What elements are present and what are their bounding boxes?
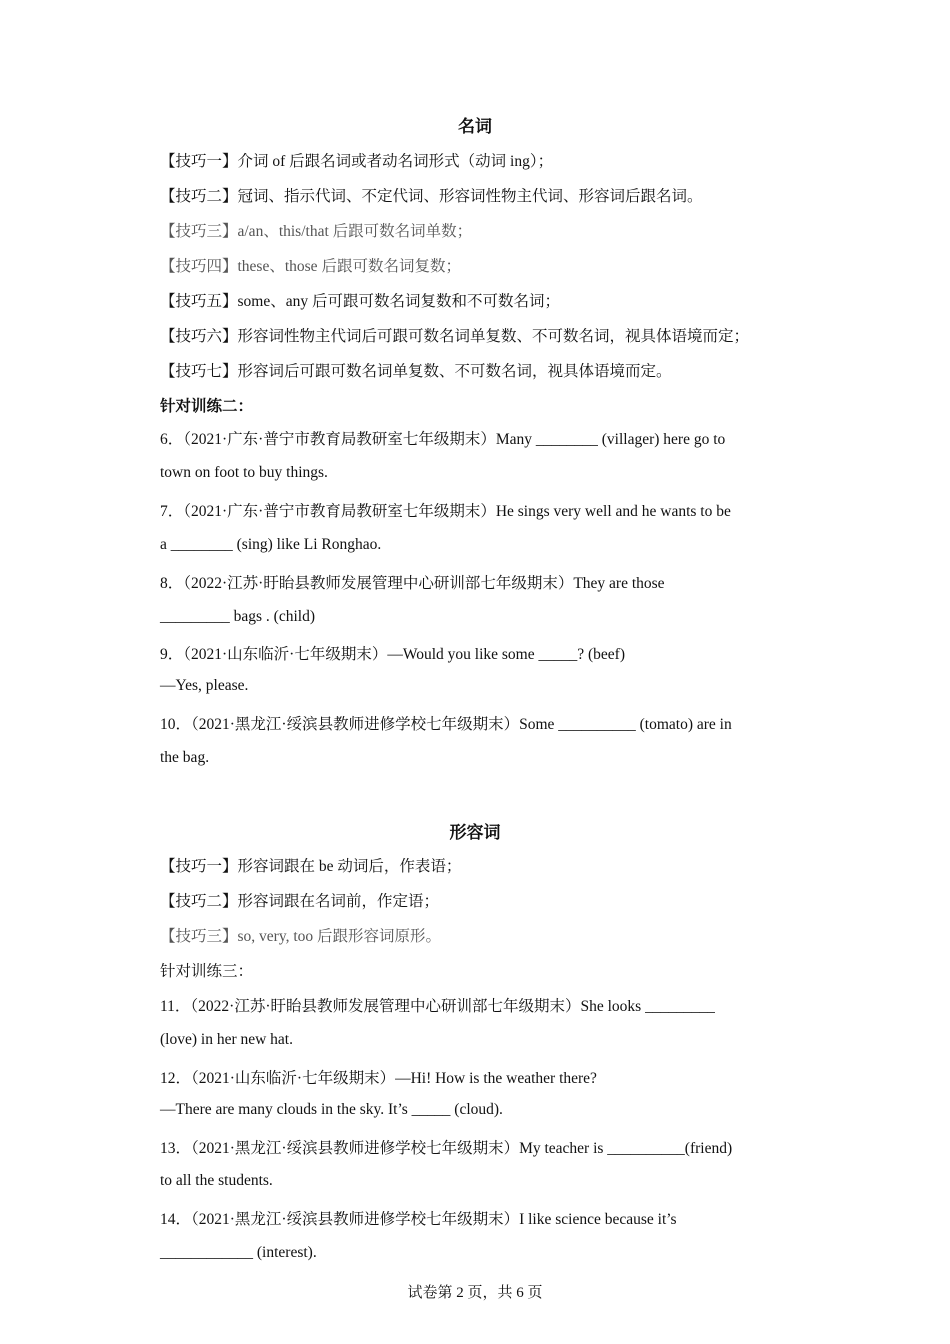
question-11-line2: (love) in her new hat. bbox=[160, 1031, 293, 1048]
question-11-line1: 11．（2022·江苏·盱眙县教师发展管理中心研训部七年级期末）She looks _________ bbox=[160, 998, 715, 1015]
page-footer: 试卷第 2 页，共 6 页 bbox=[407, 1285, 543, 1301]
question-6-line2: town on foot to buy things. bbox=[160, 464, 328, 481]
question-13-line2: to all the students. bbox=[160, 1172, 273, 1189]
question-14-line2: ____________ (interest). bbox=[160, 1244, 317, 1261]
question-9-line1: 9．（2021·山东临沂·七年级期末）—Would you like some _____? (beef) bbox=[160, 646, 625, 663]
noun-exercise-heading: 针对训练二： bbox=[160, 398, 254, 415]
noun-section-title: 名词 bbox=[458, 117, 492, 137]
question-13-line1: 13．（2021·黑龙江·绥滨县教师进修学校七年级期末）My teacher is __________(friend) bbox=[160, 1140, 733, 1157]
adjective-tip-2: 【技巧二】形容词跟在名词前，作定语； bbox=[160, 893, 440, 910]
question-12-line1: 12．（2021·山东临沂·七年级期末）—Hi! How is the weather there? bbox=[160, 1070, 597, 1087]
question-8-line1: 8．（2022·江苏·盱眙县教师发展管理中心研训部七年级期末）They are those bbox=[160, 575, 665, 592]
adjective-tip-3: 【技巧三】so, very, too 后跟形容词原形。 bbox=[160, 928, 441, 945]
question-9-line2: —Yes, please. bbox=[160, 677, 249, 694]
noun-tip-7: 【技巧七】形容词后可跟可数名词单复数、不可数名词，视具体语境而定。 bbox=[160, 363, 672, 380]
noun-tip-3: 【技巧三】a/an、this/that 后跟可数名词单数； bbox=[160, 223, 473, 240]
question-12-line2: —There are many clouds in the sky. It’s _____ (cloud). bbox=[160, 1101, 503, 1118]
noun-tip-2: 【技巧二】冠词、指示代词、不定代词、形容词性物主代词、形容词后跟名词。 bbox=[160, 188, 703, 205]
question-10-line2: the bag. bbox=[160, 749, 210, 766]
noun-tip-1: 【技巧一】介词 of 后跟名词或者动名词形式（动词 ing）； bbox=[160, 153, 554, 170]
noun-tip-6: 【技巧六】形容词性物主代词后可跟可数名词单复数、不可数名词，视具体语境而定； bbox=[160, 328, 750, 345]
noun-tip-4: 【技巧四】these、those 后跟可数名词复数； bbox=[160, 258, 461, 275]
adjective-exercise-heading: 针对训练三： bbox=[160, 963, 254, 980]
question-14-line1: 14．（2021·黑龙江·绥滨县教师进修学校七年级期末）I like science because it’s bbox=[160, 1211, 677, 1228]
adjective-tip-1: 【技巧一】形容词跟在 be 动词后，作表语； bbox=[160, 858, 462, 875]
question-6-line1: 6．（2021·广东·普宁市教育局教研室七年级期末）Many ________ (villager) here go to bbox=[160, 431, 726, 448]
question-8-line2: _________ bags . (child) bbox=[160, 608, 315, 625]
question-7-line1: 7．（2021·广东·普宁市教育局教研室七年级期末）He sings very well and he wants to be bbox=[160, 503, 731, 520]
question-10-line1: 10．（2021·黑龙江·绥滨县教师进修学校七年级期末）Some __________ (tomato) are in bbox=[160, 716, 732, 733]
adjective-section-title: 形容词 bbox=[449, 823, 501, 843]
question-7-line2: a ________ (sing) like Li Ronghao. bbox=[160, 536, 382, 553]
noun-tip-5: 【技巧五】some、any 后可跟可数名词复数和不可数名词； bbox=[160, 293, 560, 310]
